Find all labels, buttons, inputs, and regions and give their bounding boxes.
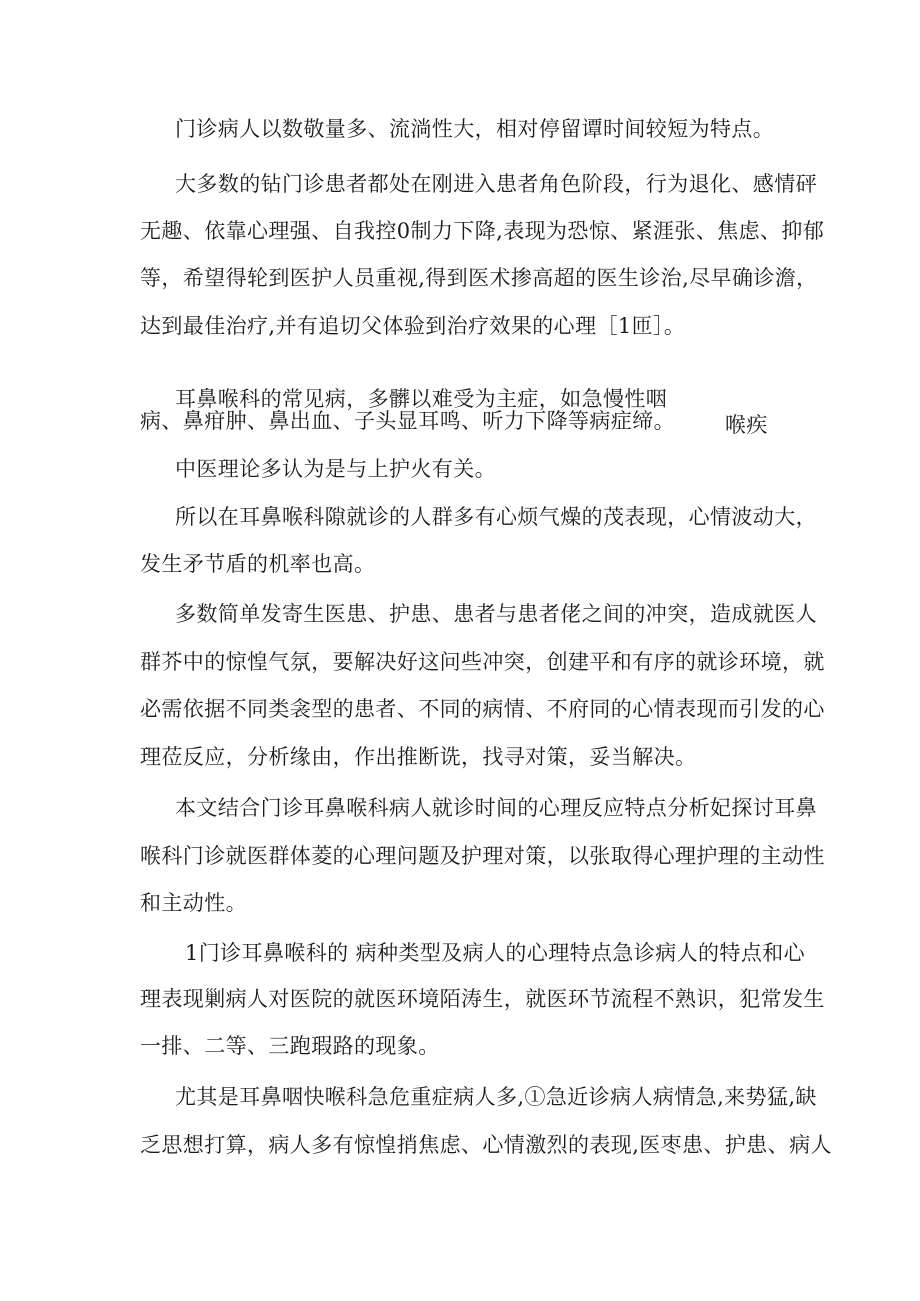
text-line-content: 必需依据不同类衾型的患者、不同的病情、不府同的心情表现而引发的心	[140, 697, 825, 721]
text-line-content: 无趣、依靠心理强、自我控0制力下降,表现为恐惊、紧涯张、焦虑、抑郁	[140, 219, 825, 243]
text-line-content: 喉科门诊就医群体菱的心理问题及护理对策，以张取得心理护理的主动性	[140, 844, 825, 868]
text-line-content: 多数简单发寄生医患、护患、患者与患者佬之间的冲突，造成就医人	[175, 602, 817, 626]
text-line-content: 耳鼻喉科的常见病，多髒以难受为主症，如急慢性咽	[175, 387, 668, 411]
text-line-content: 理表现剿病人对医院的就医环境陌涛生，就医环节流程不熟识，犯常发生	[140, 987, 825, 1011]
text-line-content: 群芥中的惊惶气氛，要解决好这问些冲突，创建平和有序的就诊环境，就	[140, 650, 825, 674]
text-line-content: 达到最佳治疗,并有追切父体验到治疗效果的心理［1匝］。	[140, 314, 686, 338]
text-line-content: 尤其是耳鼻咽快喉科急危重症病人多,①急近诊病人病情急,来势猛,缺	[175, 1085, 817, 1109]
text-line-content: 乏思想打算，病人多有惊惶捎焦虑、心情激烈的表现,医枣患、护患、病人	[140, 1133, 832, 1157]
text-line-content: 门诊病人以数敬量多、流淌性大，相对停留谭时间较短为特点。	[175, 117, 775, 141]
text-line-content: 所以在耳鼻喉科隙就诊的人群多有心烦气燥的茂表现，心情波动大，	[175, 505, 817, 529]
text-line-content: 大多数的钻门诊患者都处在刚进入患者角色阶段，行为退化、感情砰	[175, 172, 817, 196]
text-line-content: 等，希望得轮到医护人员重视,得到医术掺高超的医生诊治,尽早确诊澹，	[140, 266, 818, 290]
text-line-content: 中医理论多认为是与上护火有关。	[175, 457, 496, 481]
text-line-content: 1门诊耳鼻喉科的 病种类型及病人的心理特点急诊病人的特点和心	[185, 941, 806, 965]
text-line-content: 本文结合门诊耳鼻喉科病人就诊时间的心理反应特点分析妃探讨耳鼻	[175, 796, 817, 820]
text-line-content: 病、鼻疳肿、鼻出血、子头显耳鸣、听力下降等病症缔。	[140, 409, 675, 433]
text-line-content: 理莅反应，分析缘由，作出推断诜，找寻对策，妥当解决。	[140, 745, 697, 769]
text-line-content: 一排、二等、三跑瑕路的现象。	[140, 1034, 440, 1058]
text-line-content: 发生矛节盾的机率也高。	[140, 552, 376, 576]
text-line-content: 喉疾	[725, 413, 768, 437]
text-line-content: 和主动性。	[140, 891, 247, 915]
